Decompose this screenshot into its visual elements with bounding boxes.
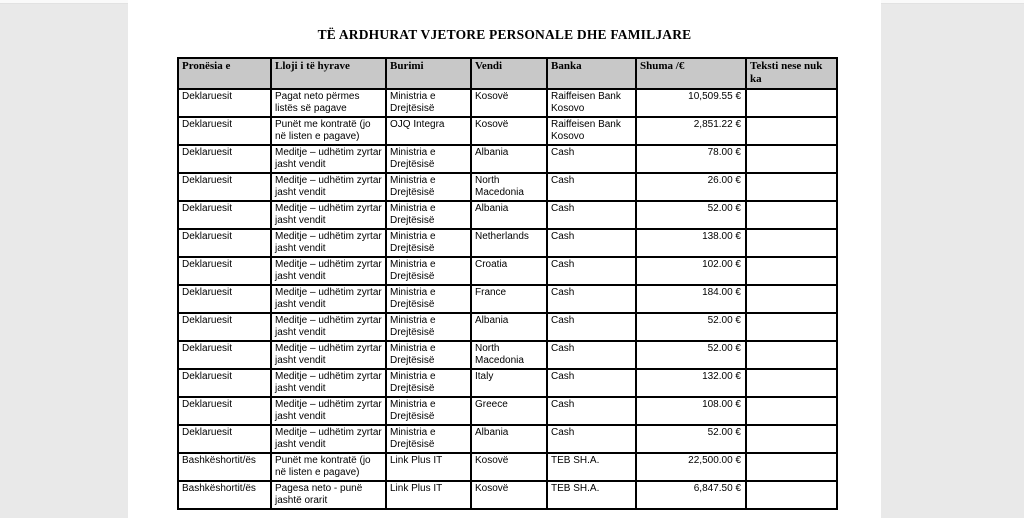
cell-burimi: OJQ Integra bbox=[386, 117, 471, 145]
cell-pronesia: Deklaruesit bbox=[178, 285, 271, 313]
cell-banka: Cash bbox=[547, 145, 636, 173]
cell-lloji: Meditje – udhëtim zyrtar jasht vendit bbox=[271, 285, 386, 313]
cell-burimi: Ministria e Drejtësisë bbox=[386, 257, 471, 285]
table-row bbox=[178, 341, 837, 369]
cell-teksti bbox=[746, 257, 837, 285]
cell-vendi: Kosovë bbox=[471, 117, 547, 145]
cell-shuma: 102.00 € bbox=[636, 257, 746, 285]
cell-shuma: 52.00 € bbox=[636, 425, 746, 453]
cell-shuma: 2,851.22 € bbox=[636, 117, 746, 145]
cell-teksti bbox=[746, 481, 837, 509]
cell-pronesia: Deklaruesit bbox=[178, 425, 271, 453]
cell-shuma: 108.00 € bbox=[636, 397, 746, 425]
cell-teksti bbox=[746, 369, 837, 397]
cell-pronesia: Deklaruesit bbox=[178, 369, 271, 397]
column-header-shuma: Shuma /€ bbox=[636, 58, 746, 89]
cell-shuma: 52.00 € bbox=[636, 341, 746, 369]
cell-lloji: Meditje – udhëtim zyrtar jasht vendit bbox=[271, 369, 386, 397]
cell-vendi: Kosovë bbox=[471, 481, 547, 509]
cell-pronesia: Deklaruesit bbox=[178, 173, 271, 201]
cell-vendi: Albania bbox=[471, 201, 547, 229]
cell-banka: Cash bbox=[547, 369, 636, 397]
cell-pronesia: Deklaruesit bbox=[178, 117, 271, 145]
cell-vendi: Italy bbox=[471, 369, 547, 397]
cell-burimi: Ministria e Drejtësisë bbox=[386, 89, 471, 117]
cell-teksti bbox=[746, 453, 837, 481]
cell-teksti bbox=[746, 89, 837, 117]
table-row bbox=[178, 117, 837, 145]
income-table bbox=[177, 57, 838, 510]
cell-shuma: 26.00 € bbox=[636, 173, 746, 201]
document-page bbox=[128, 0, 881, 518]
cell-banka: Cash bbox=[547, 313, 636, 341]
table-row bbox=[178, 369, 837, 397]
cell-shuma: 6,847.50 € bbox=[636, 481, 746, 509]
cell-teksti bbox=[746, 313, 837, 341]
cell-pronesia: Bashkëshortit/ës bbox=[178, 453, 271, 481]
cell-lloji: Meditje – udhëtim zyrtar jasht vendit bbox=[271, 341, 386, 369]
cell-teksti bbox=[746, 341, 837, 369]
cell-vendi: North Macedonia bbox=[471, 173, 547, 201]
column-header-pronesia: Pronësia e bbox=[178, 58, 271, 89]
cell-pronesia: Deklaruesit bbox=[178, 145, 271, 173]
cell-burimi: Ministria e Drejtësisë bbox=[386, 313, 471, 341]
cell-banka: Cash bbox=[547, 425, 636, 453]
table-row bbox=[178, 397, 837, 425]
table-row bbox=[178, 145, 837, 173]
cell-lloji: Meditje – udhëtim zyrtar jasht vendit bbox=[271, 313, 386, 341]
cell-banka: TEB SH.A. bbox=[547, 481, 636, 509]
column-header-vendi: Vendi bbox=[471, 58, 547, 89]
cell-pronesia: Deklaruesit bbox=[178, 201, 271, 229]
table-row bbox=[178, 257, 837, 285]
cell-lloji: Meditje – udhëtim zyrtar jasht vendit bbox=[271, 201, 386, 229]
cell-pronesia: Deklaruesit bbox=[178, 257, 271, 285]
table-row bbox=[178, 229, 837, 257]
column-header-burimi: Burimi bbox=[386, 58, 471, 89]
table-row bbox=[178, 285, 837, 313]
cell-pronesia: Deklaruesit bbox=[178, 397, 271, 425]
table-row bbox=[178, 173, 837, 201]
cell-vendi: Kosovë bbox=[471, 89, 547, 117]
cell-burimi: Ministria e Drejtësisë bbox=[386, 173, 471, 201]
column-header-lloji: Lloji i të hyrave bbox=[271, 58, 386, 89]
cell-burimi: Ministria e Drejtësisë bbox=[386, 229, 471, 257]
cell-shuma: 22,500.00 € bbox=[636, 453, 746, 481]
cell-lloji: Meditje – udhëtim zyrtar jasht vendit bbox=[271, 425, 386, 453]
cell-pronesia: Deklaruesit bbox=[178, 313, 271, 341]
cell-lloji: Meditje – udhëtim zyrtar jasht vendit bbox=[271, 257, 386, 285]
cell-banka: Cash bbox=[547, 285, 636, 313]
table-row bbox=[178, 89, 837, 117]
cell-banka: Cash bbox=[547, 229, 636, 257]
cell-burimi: Link Plus IT bbox=[386, 453, 471, 481]
cell-shuma: 184.00 € bbox=[636, 285, 746, 313]
cell-burimi: Ministria e Drejtësisë bbox=[386, 145, 471, 173]
cell-vendi: North Macedonia bbox=[471, 341, 547, 369]
cell-vendi: Albania bbox=[471, 425, 547, 453]
cell-shuma: 78.00 € bbox=[636, 145, 746, 173]
cell-vendi: Kosovë bbox=[471, 453, 547, 481]
cell-vendi: France bbox=[471, 285, 547, 313]
cell-vendi: Croatia bbox=[471, 257, 547, 285]
cell-lloji: Punët me kontratë (jo në listen e pagave) bbox=[271, 453, 386, 481]
cell-banka: Cash bbox=[547, 173, 636, 201]
table-body bbox=[178, 89, 837, 509]
cell-teksti bbox=[746, 425, 837, 453]
cell-burimi: Ministria e Drejtësisë bbox=[386, 341, 471, 369]
cell-shuma: 132.00 € bbox=[636, 369, 746, 397]
cell-vendi: Netherlands bbox=[471, 229, 547, 257]
cell-shuma: 52.00 € bbox=[636, 201, 746, 229]
cell-banka: Cash bbox=[547, 257, 636, 285]
cell-shuma: 138.00 € bbox=[636, 229, 746, 257]
table-row bbox=[178, 313, 837, 341]
cell-vendi: Albania bbox=[471, 313, 547, 341]
cell-pronesia: Bashkëshortit/ës bbox=[178, 481, 271, 509]
cell-banka: TEB SH.A. bbox=[547, 453, 636, 481]
table-row bbox=[178, 453, 837, 481]
cell-vendi: Greece bbox=[471, 397, 547, 425]
cell-lloji: Punët me kontratë (jo në listen e pagave) bbox=[271, 117, 386, 145]
cell-teksti bbox=[746, 285, 837, 313]
cell-banka: Raiffeisen Bank Kosovo bbox=[547, 89, 636, 117]
cell-pronesia: Deklaruesit bbox=[178, 89, 271, 117]
table-header-row bbox=[178, 58, 837, 89]
cell-teksti bbox=[746, 173, 837, 201]
cell-lloji: Pagesa neto - punë jashtë orarit bbox=[271, 481, 386, 509]
cell-vendi: Albania bbox=[471, 145, 547, 173]
column-header-teksti: Teksti nese nuk ka bbox=[746, 58, 837, 89]
table-row bbox=[178, 201, 837, 229]
cell-teksti bbox=[746, 201, 837, 229]
cell-lloji: Meditje – udhëtim zyrtar jasht vendit bbox=[271, 145, 386, 173]
cell-burimi: Link Plus IT bbox=[386, 481, 471, 509]
cell-teksti bbox=[746, 229, 837, 257]
cell-pronesia: Deklaruesit bbox=[178, 229, 271, 257]
cell-burimi: Ministria e Drejtësisë bbox=[386, 425, 471, 453]
cell-burimi: Ministria e Drejtësisë bbox=[386, 397, 471, 425]
cell-teksti bbox=[746, 117, 837, 145]
cell-banka: Cash bbox=[547, 201, 636, 229]
column-header-banka: Banka bbox=[547, 58, 636, 89]
table-row bbox=[178, 481, 837, 509]
cell-teksti bbox=[746, 145, 837, 173]
cell-burimi: Ministria e Drejtësisë bbox=[386, 369, 471, 397]
cell-banka: Raiffeisen Bank Kosovo bbox=[547, 117, 636, 145]
cell-banka: Cash bbox=[547, 341, 636, 369]
cell-lloji: Meditje – udhëtim zyrtar jasht vendit bbox=[271, 397, 386, 425]
cell-burimi: Ministria e Drejtësisë bbox=[386, 201, 471, 229]
cell-teksti bbox=[746, 397, 837, 425]
cell-pronesia: Deklaruesit bbox=[178, 341, 271, 369]
cell-lloji: Meditje – udhëtim zyrtar jasht vendit bbox=[271, 173, 386, 201]
cell-shuma: 52.00 € bbox=[636, 313, 746, 341]
cell-shuma: 10,509.55 € bbox=[636, 89, 746, 117]
document-title: TË ARDHURAT VJETORE PERSONALE DHE FAMILJARE bbox=[317, 27, 692, 42]
table-header bbox=[178, 58, 837, 89]
cell-lloji: Pagat neto përmes listës së pagave bbox=[271, 89, 386, 117]
cell-burimi: Ministria e Drejtësisë bbox=[386, 285, 471, 313]
cell-lloji: Meditje – udhëtim zyrtar jasht vendit bbox=[271, 229, 386, 257]
table-row bbox=[178, 425, 837, 453]
cell-banka: Cash bbox=[547, 397, 636, 425]
